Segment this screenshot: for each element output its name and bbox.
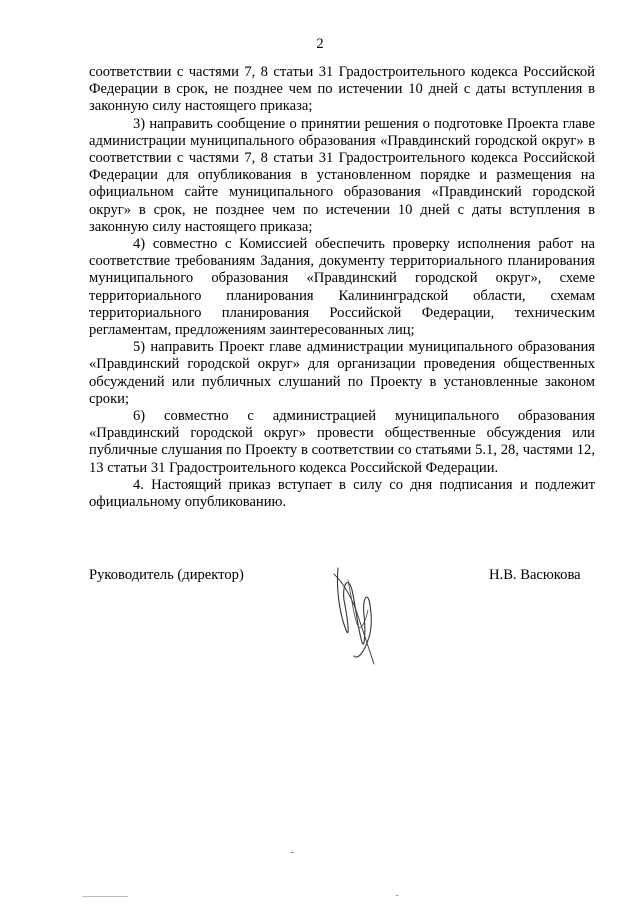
scan-speck <box>291 852 294 853</box>
paragraph-clause-4: 4. Настоящий приказ вступает в силу со дня подписания и подлежит официальному опубликованию. <box>89 476 595 511</box>
paragraph-item-6: 6) совместно с администрацией муниципального образования «Правдинский городской округ» провести общественные обсуждения или публичные слушания по Проекту в соответствии со статьями 5.1, 28, частями 12, 13 статьи 31 Градостроительного кодекса Российской Федерации. <box>89 408 595 476</box>
document-body <box>89 64 595 511</box>
paragraph-item-5: 5) направить Проект главе администрации муниципального образования «Правдинский городской округ» для организации проведения общественных обсуждений или публичных слушаний по Проекту в установленные законом сроки; <box>89 339 595 407</box>
scan-speck <box>82 896 128 897</box>
page-number: 2 <box>316 36 324 52</box>
paragraph-item-3: 3) направить сообщение о принятии решения о подготовке Проекта главе администрации муниципального образования «Правдинский городской округ» в соответствии с частями 7, 8 статьи 31 Градостроительного кодекса Российской Федерации для опубликования в установленном порядке и размещения на официальном сайте муниципального образования «Правдинский городской округ» в срок, не позднее чем по истечении 10 дней с даты вступления в законную силу настоящего приказа; <box>89 115 595 235</box>
handwritten-signature <box>328 560 388 670</box>
signatory-name: Н.В. Васюкова <box>489 567 581 583</box>
scan-speck <box>396 895 398 896</box>
paragraph-continuation: соответствии с частями 7, 8 статьи 31 Градостроительного кодекса Российской Федерации в срок, не позднее чем по истечении 10 дней с даты вступления в законную силу настоящего приказа; <box>89 64 595 115</box>
paragraph-item-4: 4) совместно с Комиссией обеспечить проверку исполнения работ на соответствие требованиям Задания, документу территориального планирования муниципального образования «Правдинский городской округ», схеме территориального планирования Калининградской области, схемам территориального планирования Российской Федерации, техническим регламентам, предложениям заинтересованных лиц; <box>89 236 595 339</box>
signatory-title: Руководитель (директор) <box>89 567 244 583</box>
